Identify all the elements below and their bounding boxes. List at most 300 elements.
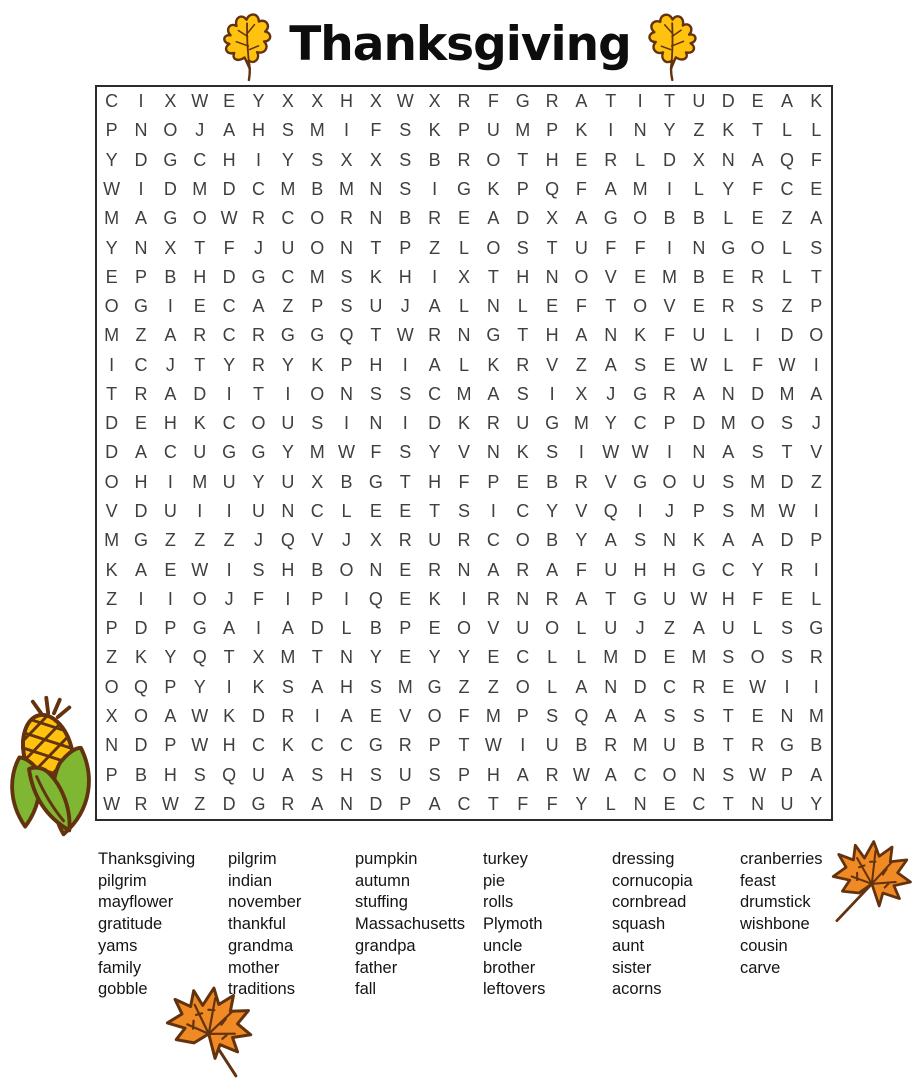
grid-cell: M xyxy=(104,530,120,551)
word-item: drumstick xyxy=(740,893,811,912)
grid-cell: K xyxy=(722,120,735,141)
grid-cell: H xyxy=(281,559,295,580)
grid-cell: X xyxy=(546,208,559,229)
grid-cell: R xyxy=(340,208,354,229)
grid-cell: Z xyxy=(164,530,176,551)
grid-cell: A xyxy=(428,793,441,814)
grid-cell: Z xyxy=(458,676,470,697)
grid-cell: C xyxy=(692,793,706,814)
grid-cell: A xyxy=(575,208,588,229)
grid-cell: B xyxy=(428,149,441,170)
grid-cell: M xyxy=(309,266,325,287)
word-item: wishbone xyxy=(740,915,810,934)
grid-cell: O xyxy=(310,383,325,404)
grid-cell: W xyxy=(690,588,708,609)
grid-cell: L xyxy=(576,618,587,639)
grid-cell: N xyxy=(457,559,471,580)
grid-cell: I xyxy=(813,501,819,522)
grid-cell: C xyxy=(163,442,177,463)
grid-cell: L xyxy=(605,793,616,814)
grid-cell: W xyxy=(191,706,209,727)
grid-cell: V xyxy=(575,501,588,522)
grid-cell: V xyxy=(105,501,118,522)
grid-cell: W xyxy=(690,354,708,375)
grid-cell: N xyxy=(604,676,618,697)
grid-cell: A xyxy=(751,149,764,170)
grid-cell: V xyxy=(663,296,676,317)
grid-cell: L xyxy=(547,676,558,697)
grid-cell: Y xyxy=(164,647,177,668)
grid-cell: H xyxy=(193,266,207,287)
grid-cell: R xyxy=(604,149,618,170)
grid-cell: L xyxy=(458,296,469,317)
grid-cell: Y xyxy=(428,442,441,463)
grid-cell: X xyxy=(457,266,470,287)
grid-cell: Q xyxy=(280,530,295,551)
grid-cell: M xyxy=(280,647,296,668)
grid-cell: D xyxy=(222,178,236,199)
header xyxy=(0,6,920,86)
grid-cell: L xyxy=(723,354,734,375)
grid-cell: K xyxy=(281,735,294,756)
grid-cell: S xyxy=(663,706,676,727)
grid-cell: F xyxy=(810,149,822,170)
grid-cell: S xyxy=(399,149,412,170)
grid-cell: P xyxy=(399,793,412,814)
grid-cell: B xyxy=(546,530,559,551)
grid-cell: Y xyxy=(252,91,265,112)
grid-cell: I xyxy=(285,383,291,404)
grid-cell: U xyxy=(369,296,383,317)
grid-cell: K xyxy=(487,178,500,199)
grid-cell: Q xyxy=(574,706,589,727)
word-item: pie xyxy=(483,871,506,890)
grid-cell: I xyxy=(138,91,144,112)
grid-cell: P xyxy=(135,266,148,287)
grid-cell: E xyxy=(692,296,705,317)
grid-cell: E xyxy=(399,588,412,609)
grid-cell: I xyxy=(314,706,320,727)
grid-cell: X xyxy=(164,237,177,258)
grid-cell: D xyxy=(105,413,119,434)
grid-cell: T xyxy=(605,296,617,317)
grid-cell: N xyxy=(134,120,148,141)
grid-cell: L xyxy=(811,588,822,609)
grid-cell: Q xyxy=(368,588,383,609)
grid-cell: E xyxy=(722,266,735,287)
grid-cell: U xyxy=(604,559,618,580)
grid-cell: F xyxy=(575,178,587,199)
grid-cell: L xyxy=(458,237,469,258)
grid-cell: O xyxy=(456,618,471,639)
grid-cell: I xyxy=(138,178,144,199)
grid-cell: H xyxy=(340,676,354,697)
grid-cell: U xyxy=(281,237,295,258)
grid-cell: T xyxy=(605,91,617,112)
grid-cell: M xyxy=(397,676,413,697)
grid-cell: R xyxy=(516,559,530,580)
grid-cell: Z xyxy=(106,647,118,668)
word-item: leftovers xyxy=(483,980,546,999)
grid-cell: R xyxy=(428,208,442,229)
grid-cell: X xyxy=(369,530,382,551)
grid-cell: T xyxy=(252,383,264,404)
grid-cell: C xyxy=(516,647,530,668)
grid-cell: O xyxy=(809,325,824,346)
grid-cell: O xyxy=(633,296,648,317)
grid-cell: C xyxy=(633,413,647,434)
grid-cell: Z xyxy=(135,325,147,346)
grid-cell: H xyxy=(545,325,559,346)
grid-cell: K xyxy=(692,530,705,551)
grid-cell: O xyxy=(104,471,119,492)
grid-cell: P xyxy=(105,120,118,141)
grid-cell: P xyxy=(399,237,412,258)
grid-cell: A xyxy=(575,325,588,346)
grid-cell: K xyxy=(252,676,265,697)
grid-cell: I xyxy=(813,354,819,375)
grid-cell: B xyxy=(135,764,148,785)
grid-cell: H xyxy=(163,413,177,434)
grid-cell: E xyxy=(428,618,441,639)
grid-cell: L xyxy=(693,178,704,199)
grid-cell: A xyxy=(634,706,647,727)
grid-cell: S xyxy=(340,266,353,287)
grid-cell: E xyxy=(399,559,412,580)
grid-cell: J xyxy=(811,413,821,434)
grid-cell: S xyxy=(369,383,382,404)
grid-cell: K xyxy=(428,120,441,141)
grid-cell: C xyxy=(457,793,471,814)
grid-cell: I xyxy=(637,501,643,522)
grid-cell: L xyxy=(781,237,792,258)
grid-cell: G xyxy=(222,442,237,463)
grid-cell: B xyxy=(692,266,705,287)
grid-cell: T xyxy=(752,120,764,141)
grid-cell: K xyxy=(810,91,823,112)
grid-cell: T xyxy=(722,706,734,727)
grid-cell: G xyxy=(515,91,530,112)
grid-cell: M xyxy=(662,266,677,287)
grid-cell: L xyxy=(341,501,352,522)
grid-cell: Y xyxy=(252,471,265,492)
grid-cell: S xyxy=(634,354,647,375)
grid-cell: G xyxy=(427,676,442,697)
grid-cell: S xyxy=(399,383,412,404)
grid-cell: Z xyxy=(429,237,441,258)
grid-cell: U xyxy=(692,91,706,112)
grid-cell: M xyxy=(691,647,707,668)
grid-cell: O xyxy=(192,208,207,229)
grid-cell: W xyxy=(220,208,238,229)
word-item: Thanksgiving xyxy=(98,850,196,868)
grid-cell: A xyxy=(604,764,617,785)
grid-cell: N xyxy=(633,793,647,814)
grid-cell: S xyxy=(311,764,324,785)
word-item: Massachusetts xyxy=(355,915,466,934)
grid-cell: N xyxy=(486,442,500,463)
grid-cell: R xyxy=(604,735,618,756)
grid-cell: I xyxy=(813,559,819,580)
word-list-column xyxy=(355,849,465,1001)
grid-cell: V xyxy=(311,530,324,551)
grid-cell: S xyxy=(722,471,735,492)
grid-cell: A xyxy=(604,706,617,727)
grid-cell: T xyxy=(106,383,118,404)
grid-cell: Z xyxy=(106,588,118,609)
grid-cell: B xyxy=(311,178,324,199)
grid-cell: T xyxy=(546,237,558,258)
word-item: acorns xyxy=(612,980,662,999)
oak-leaf-icon xyxy=(207,5,292,87)
grid-cell: M xyxy=(485,706,501,727)
grid-cell: E xyxy=(751,208,764,229)
grid-cell: R xyxy=(251,208,265,229)
grid-cell: K xyxy=(428,588,441,609)
grid-cell: G xyxy=(691,559,706,580)
grid-cell: E xyxy=(399,647,412,668)
grid-cell: H xyxy=(633,559,647,580)
word-item: sister xyxy=(612,958,652,977)
grid-cell: D xyxy=(428,413,442,434)
maple-leaf-icon xyxy=(130,975,293,1080)
grid-cell: P xyxy=(164,618,177,639)
grid-cell: A xyxy=(135,208,148,229)
grid-cell: D xyxy=(222,266,236,287)
grid-cell: S xyxy=(252,559,265,580)
grid-cell: U xyxy=(692,471,706,492)
grid-cell: C xyxy=(721,559,735,580)
grid-cell: G xyxy=(633,383,648,404)
grid-cell: J xyxy=(635,618,645,639)
grid-cell: I xyxy=(255,149,261,170)
grid-cell: U xyxy=(663,735,676,756)
word-item: cranberries xyxy=(740,850,823,868)
grid-cell: Y xyxy=(604,413,617,434)
grid-cell: S xyxy=(722,764,735,785)
grid-cell: V xyxy=(546,354,559,375)
grid-cell: H xyxy=(251,120,265,141)
grid-cell: I xyxy=(755,325,761,346)
grid-cell: K xyxy=(105,559,118,580)
grid-cell: C xyxy=(222,296,236,317)
grid-cell: L xyxy=(723,208,734,229)
grid-cell: P xyxy=(516,178,529,199)
grid-cell: S xyxy=(516,383,529,404)
grid-cell: N xyxy=(663,530,676,551)
grid-cell: S xyxy=(751,296,764,317)
grid-cell: D xyxy=(780,530,794,551)
grid-cell: R xyxy=(193,325,207,346)
grid-cell: E xyxy=(751,91,764,112)
grid-cell: A xyxy=(487,383,500,404)
grid-cell: I xyxy=(109,354,115,375)
grid-cell: S xyxy=(546,706,559,727)
grid-cell: C xyxy=(516,501,530,522)
grid-cell: E xyxy=(369,706,382,727)
grid-cell: S xyxy=(546,442,559,463)
word-item: yams xyxy=(98,936,138,955)
grid-cell: A xyxy=(575,588,588,609)
grid-cell: B xyxy=(311,559,324,580)
grid-cell: O xyxy=(192,588,207,609)
grid-cell: G xyxy=(809,618,824,639)
grid-cell: Y xyxy=(105,237,118,258)
grid-cell: M xyxy=(192,178,208,199)
word-item: autumn xyxy=(355,871,411,890)
grid-cell: O xyxy=(486,149,501,170)
grid-cell: D xyxy=(134,501,148,522)
grid-cell: K xyxy=(369,266,382,287)
grid-cell: R xyxy=(545,91,559,112)
grid-cell: Q xyxy=(134,676,149,697)
grid-cell: G xyxy=(456,178,471,199)
grid-cell: M xyxy=(104,208,120,229)
word-item: thankful xyxy=(228,915,286,934)
grid-cell: O xyxy=(750,647,765,668)
grid-cell: T xyxy=(370,325,382,346)
grid-cell: S xyxy=(281,120,294,141)
grid-cell: Q xyxy=(779,149,794,170)
grid-cell: N xyxy=(692,442,706,463)
grid-cell: Y xyxy=(281,354,294,375)
grid-cell: D xyxy=(105,442,119,463)
grid-cell: Z xyxy=(223,530,235,551)
grid-cell: V xyxy=(604,266,617,287)
word-item: Plymoth xyxy=(483,915,543,934)
grid-cell: V xyxy=(487,618,500,639)
grid-cell: H xyxy=(369,354,383,375)
grid-cell: S xyxy=(516,237,529,258)
grid-cell: B xyxy=(369,618,382,639)
grid-cell: R xyxy=(486,413,500,434)
word-item: grandpa xyxy=(355,936,416,955)
grid-cell: I xyxy=(637,91,643,112)
grid-cell: A xyxy=(428,354,441,375)
word-item: family xyxy=(98,958,142,977)
grid-cell: O xyxy=(515,530,530,551)
grid-cell: R xyxy=(486,588,500,609)
grid-cell: J xyxy=(665,501,674,522)
grid-cell: E xyxy=(164,559,177,580)
grid-cell: O xyxy=(339,559,354,580)
grid-cell: M xyxy=(720,413,736,434)
grid-cell: T xyxy=(370,237,382,258)
grid-cell: F xyxy=(575,559,587,580)
word-item: fall xyxy=(355,980,377,999)
grid-cell: T xyxy=(517,325,529,346)
grid-cell: F xyxy=(605,237,617,258)
grid-cell: U xyxy=(721,618,735,639)
grid-cell: J xyxy=(253,237,263,258)
grid-cell: A xyxy=(810,208,823,229)
grid-cell: E xyxy=(634,266,647,287)
grid-cell: A xyxy=(604,178,617,199)
grid-cell: D xyxy=(251,706,265,727)
grid-cell: U xyxy=(604,618,618,639)
grid-cell: P xyxy=(663,413,676,434)
grid-cell: F xyxy=(370,442,382,463)
grid-cell: A xyxy=(604,530,617,551)
grid-cell: I xyxy=(344,413,350,434)
grid-cell: C xyxy=(486,530,500,551)
grid-cell: Y xyxy=(546,501,559,522)
grid-cell: L xyxy=(752,618,763,639)
grid-cell: W xyxy=(749,764,767,785)
grid-cell: R xyxy=(692,676,706,697)
grid-cell: O xyxy=(427,706,442,727)
grid-cell: W xyxy=(572,764,590,785)
grid-cell: R xyxy=(721,296,735,317)
grid-cell: M xyxy=(632,735,648,756)
grid-cell: X xyxy=(252,647,265,668)
grid-cell: A xyxy=(164,383,177,404)
grid-cell: D xyxy=(193,383,207,404)
grid-cell: C xyxy=(193,149,207,170)
word-item: cornbread xyxy=(612,893,687,912)
grid-cell: Z xyxy=(282,296,294,317)
grid-cell: P xyxy=(340,354,353,375)
grid-cell: O xyxy=(662,764,677,785)
grid-cell: C xyxy=(340,735,354,756)
grid-cell: V xyxy=(604,471,617,492)
grid-cell: L xyxy=(341,618,352,639)
grid-cell: E xyxy=(457,208,470,229)
grid-cell: K xyxy=(193,413,206,434)
grid-cell: T xyxy=(399,471,411,492)
grid-cell: T xyxy=(722,735,734,756)
grid-cell: I xyxy=(226,676,232,697)
grid-cell: C xyxy=(251,735,265,756)
grid-cell: Z xyxy=(781,208,793,229)
grid-cell: E xyxy=(663,647,676,668)
grid-cell: D xyxy=(310,618,324,639)
grid-cell: P xyxy=(546,120,559,141)
grid-cell: N xyxy=(105,735,119,756)
grid-cell: S xyxy=(281,676,294,697)
grid-cell: I xyxy=(226,501,232,522)
grid-cell: Z xyxy=(575,354,587,375)
grid-cell: Y xyxy=(105,149,118,170)
grid-cell: S xyxy=(780,618,793,639)
grid-cell: H xyxy=(340,764,354,785)
grid-cell: F xyxy=(223,237,235,258)
grid-cell: N xyxy=(721,149,735,170)
grid-cell: I xyxy=(784,676,790,697)
grid-cell: E xyxy=(193,296,206,317)
grid-cell: U xyxy=(193,442,207,463)
grid-cell: D xyxy=(134,618,148,639)
grid-cell: P xyxy=(692,501,705,522)
grid-cell: P xyxy=(428,735,441,756)
grid-cell: A xyxy=(223,618,236,639)
grid-cell: C xyxy=(310,735,324,756)
grid-cell: K xyxy=(575,120,588,141)
grid-cell: C xyxy=(134,354,148,375)
grid-cell: F xyxy=(664,325,675,346)
word-item: cousin xyxy=(740,936,788,955)
grid-cell: F xyxy=(487,91,499,112)
grid-cell: R xyxy=(545,764,559,785)
grid-cell: Q xyxy=(603,501,618,522)
grid-cell: U xyxy=(281,413,295,434)
grid-cell: K xyxy=(311,354,324,375)
grid-cell: Q xyxy=(339,325,354,346)
grid-cell: A xyxy=(487,208,500,229)
grid-cell: R xyxy=(134,793,148,814)
grid-cell: A xyxy=(810,764,823,785)
grid-cell: N xyxy=(516,588,530,609)
